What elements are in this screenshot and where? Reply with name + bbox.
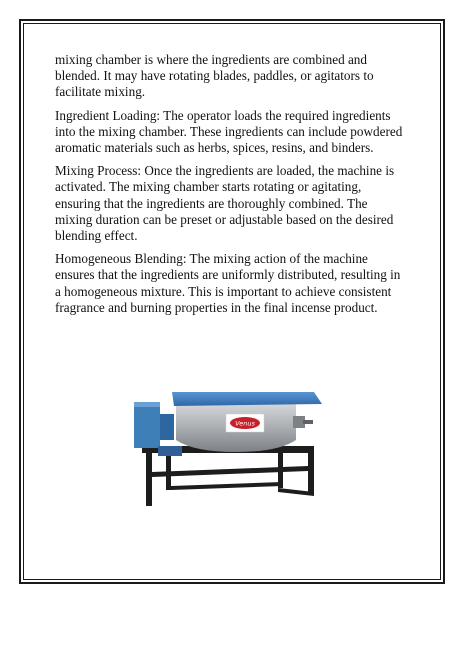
paragraph-homogeneous-blending: Homogeneous Blending: The mixing action of the machine ensures that the ingredients are uniformly distributed, resulting in a homogeneous mixture. This is important to achieve consistent fragrance and burning properties in the final incense product.	[55, 251, 401, 315]
paragraph-mixing-process: Mixing Process: Once the ingredients are loaded, the machine is activated. The mixing chamber starts rotating or agitating, ensuring that the ingredients are thoroughly combined. The mixing duration can be preset or adjustable based on the desired blending effect.	[55, 163, 395, 244]
brand-logo-text: Venus	[235, 419, 255, 428]
paragraph-mixing-chamber: mixing chamber is where the ingredients are combined and blended. It may have rotating blades, paddles, or agitators to facilitate mixing.	[55, 52, 374, 100]
paragraph-ingredient-loading: Ingredient Loading: The operator loads the required ingredients into the mixing chamber. These ingredients can include powdered aromatic materials such as herbs, spices, resins, and binders.	[55, 107, 403, 156]
brand-logo-plate	[226, 414, 264, 432]
motor-unit	[134, 402, 182, 456]
mixing-machine-image	[128, 388, 334, 508]
document-body	[55, 52, 407, 323]
chamber-lid	[172, 392, 322, 406]
